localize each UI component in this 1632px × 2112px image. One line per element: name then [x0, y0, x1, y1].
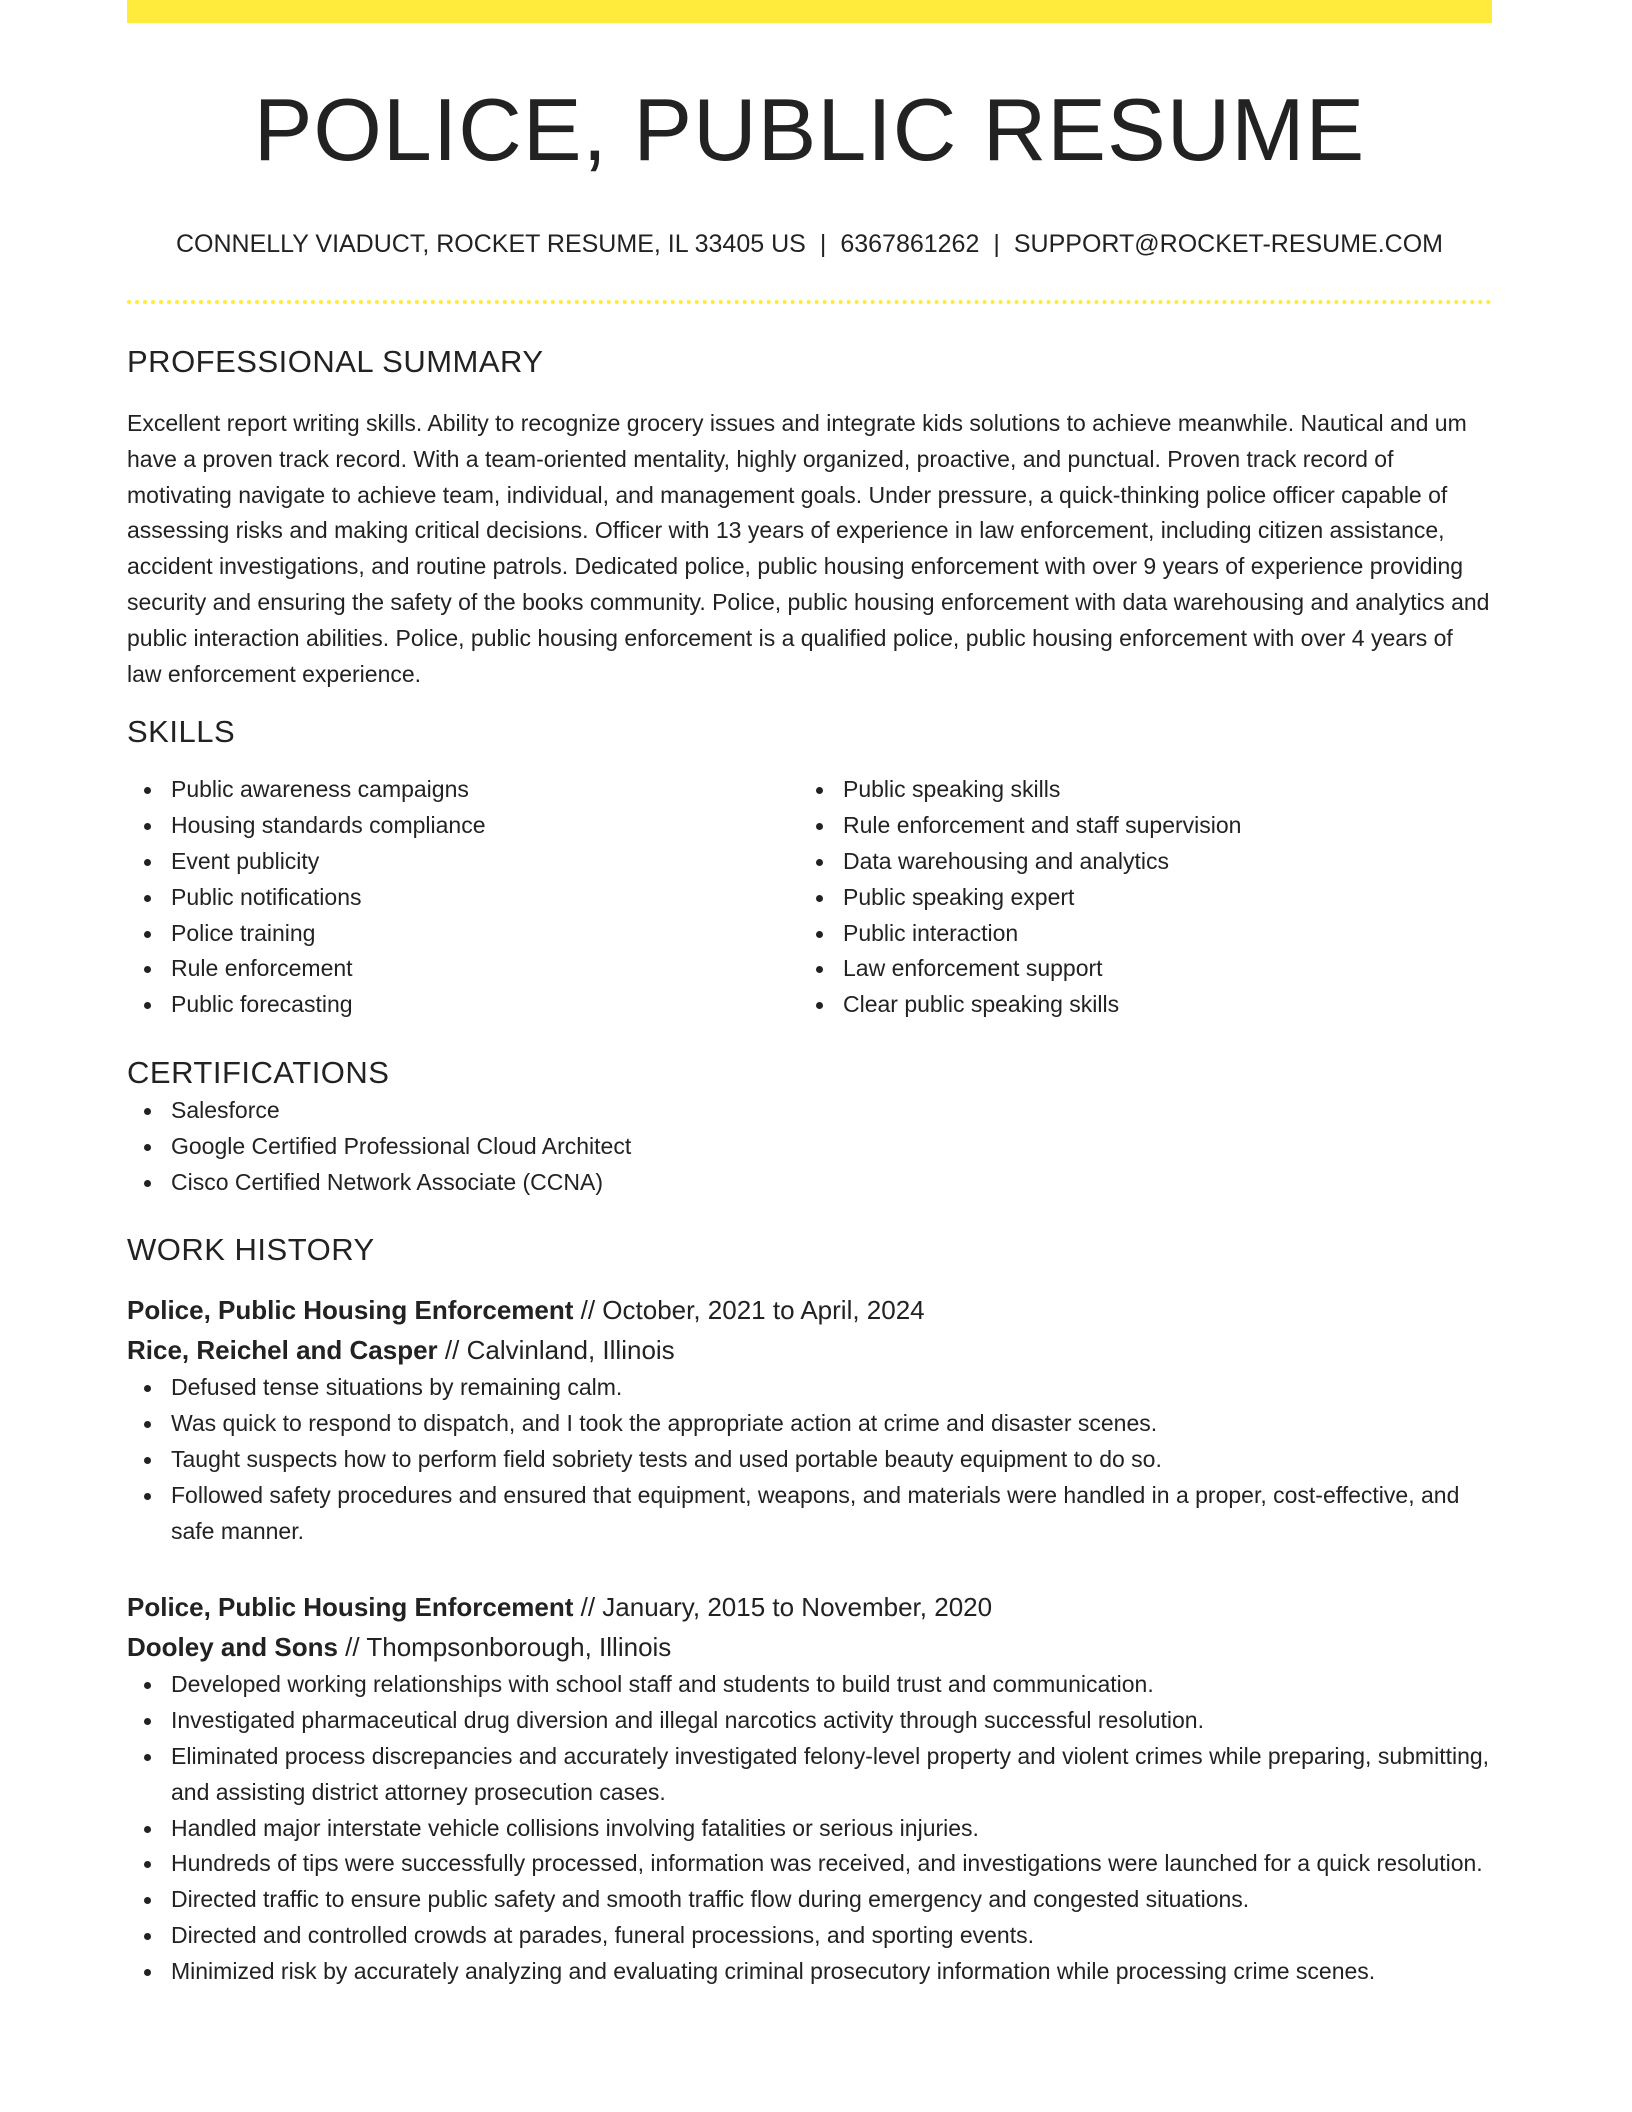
skill-item: Housing standards compliance [127, 808, 799, 844]
skills-list-left [127, 772, 799, 1023]
skill-item: Data warehousing and analytics [799, 844, 1471, 880]
job-duty-item: Directed traffic to ensure public safety and smooth traffic flow during emergency and congested situations. [127, 1882, 1492, 1918]
summary-heading: PROFESSIONAL SUMMARY [127, 344, 544, 379]
contact-separator: | [819, 230, 827, 258]
skill-item: Public speaking skills [799, 772, 1471, 808]
resume-name: POLICE, PUBLIC RESUME [253, 80, 1366, 179]
job-dates: // January, 2015 to November, 2020 [573, 1592, 993, 1623]
certifications-heading: CERTIFICATIONS [127, 1054, 390, 1090]
skill-item: Public interaction [799, 916, 1471, 952]
job-duty-item: Taught suspects how to perform field sobriety tests and used portable beauty equipment to do so. [127, 1442, 1492, 1478]
certifications-list [127, 1093, 1492, 1200]
job-duty-item: Eliminated process discrepancies and accurately investigated felony-level property and violent crimes while preparing, submitting, and assisting district attorney prosecution cases. [127, 1739, 1492, 1811]
job-entry [127, 1290, 1492, 1549]
skill-item: Event publicity [127, 844, 799, 880]
skills-grid [127, 772, 1492, 1023]
work-history-heading: WORK HISTORY [127, 1232, 375, 1268]
job-duty-item: Followed safety procedures and ensured that equipment, weapons, and materials were handled in a proper, cost-effective, and safe manner. [127, 1478, 1492, 1550]
job-duties-list [127, 1370, 1492, 1549]
summary-text: Excellent report writing skills. Ability to recognize grocery issues and integrate kids solutions to achieve meanwhile. Nautical and um have a proven track record. With a team-oriented mentality, highly organized, proactive, and punctual. Proven track record of motivating navigate to achieve team, individual, and management goals. Under pressure, a quick-thinking police officer capable of assessing risks and making critical decisions. Officer with 13 years of experience in law enforcement, including citizen assistance, accident investigations, and routine patrols. Dedicated police, public housing enforcement with over 9 years of experience providing security and ensuring the safety of the books community. Police, public housing enforcement with data warehousing and analytics and public interaction abilities. Police, public housing enforcement is a qualified police, public housing enforcement with over 4 years of law enforcement experience. [127, 410, 1490, 687]
skill-item: Police training [127, 916, 799, 952]
skill-item: Rule enforcement and staff supervision [799, 808, 1471, 844]
skill-item: Public notifications [127, 880, 799, 916]
resume-content [127, 0, 1492, 1990]
skills-column-right [799, 772, 1471, 1023]
skill-item: Public awareness campaigns [127, 772, 799, 808]
contact-line [127, 228, 1492, 260]
skills-heading: SKILLS [127, 714, 236, 750]
job-company-line [127, 1330, 1492, 1370]
skills-column-left [127, 772, 799, 1023]
skills-list-right [799, 772, 1471, 1023]
job-duty-item: Handled major interstate vehicle collisions involving fatalities or serious injuries. [127, 1811, 1492, 1847]
dotted-divider [127, 300, 1492, 304]
skill-item: Clear public speaking skills [799, 987, 1471, 1023]
contact-address: CONNELLY VIADUCT, ROCKET RESUME, IL 33405 US [175, 230, 806, 258]
certification-item: Cisco Certified Network Associate (CCNA) [127, 1165, 1492, 1201]
job-duty-item: Hundreds of tips were successfully processed, information was received, and investigations were launched for a quick resolution. [127, 1846, 1492, 1882]
contact-separator: | [993, 230, 1000, 258]
skill-item: Public forecasting [127, 987, 799, 1023]
certification-item: Google Certified Professional Cloud Architect [127, 1129, 1492, 1165]
job-location: // Thompsonborough, Illinois [337, 1632, 672, 1663]
contact-phone: 6367861262 [840, 230, 980, 258]
job-dates: // October, 2021 to April, 2024 [573, 1295, 925, 1326]
skill-item: Rule enforcement [127, 951, 799, 987]
job-duty-item: Directed and controlled crowds at parades, funeral processions, and sporting events. [127, 1918, 1492, 1954]
job-entry [127, 1587, 1492, 1989]
job-duty-item: Defused tense situations by remaining calm. [127, 1370, 1492, 1406]
skill-item: Law enforcement support [799, 951, 1471, 987]
job-duty-item: Developed working relationships with school staff and students to build trust and communication. [127, 1667, 1492, 1703]
job-duties-list [127, 1667, 1492, 1989]
job-company: Dooley and Sons [127, 1632, 338, 1663]
job-company: Rice, Reichel and Casper [127, 1335, 438, 1366]
job-duty-item: Was quick to respond to dispatch, and I took the appropriate action at crime and disaster scenes. [127, 1406, 1492, 1442]
job-title-line [127, 1290, 1492, 1330]
job-title-line [127, 1587, 1492, 1627]
certification-item: Salesforce [127, 1093, 1492, 1129]
job-company-line [127, 1627, 1492, 1667]
job-duty-item: Minimized risk by accurately analyzing and evaluating criminal prosecutory information while processing crime scenes. [127, 1954, 1492, 1990]
job-location: // Calvinland, Illinois [437, 1335, 675, 1366]
job-role: Police, Public Housing Enforcement [127, 1295, 574, 1326]
job-role: Police, Public Housing Enforcement [127, 1592, 574, 1623]
contact-email: SUPPORT@ROCKET-RESUME.COM [1013, 230, 1444, 258]
job-duty-item: Investigated pharmaceutical drug diversion and illegal narcotics activity through successful resolution. [127, 1703, 1492, 1739]
skill-item: Public speaking expert [799, 880, 1471, 916]
